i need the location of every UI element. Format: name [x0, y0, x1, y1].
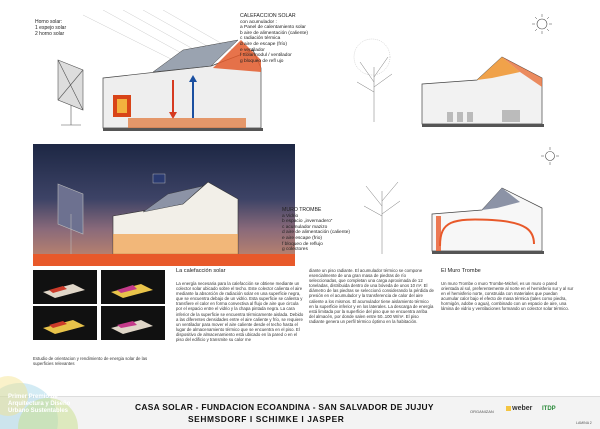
trombe-exterior-illustration: [33, 144, 295, 266]
solar-panel-icon: [153, 174, 165, 183]
organizer-label: ORGANIZAN: [470, 409, 494, 414]
solar-heating-text-col2: diante un piso radiante. El acumulador térmico se compone esencialmente de una gran masa de piedras de río seleccionadas, que completan una carga aproximada de 12 toneladas, distribuida dentro de una bóveda de unos 10 m². El diámetro de las piedras se seleccionó considerando la pérdida de presión en el acumulador y la transferencia de calor del aire caliente a los mismos. El acumulador tiene aislamiento térmico en la superficie inferior y en los laterales. La descarga de energía está limitada por la superficie del piso que se encuentra arriba del almacén, por donde salen entre 50..100 W/m². El piso radiante genera un perfil térmico óptimo en la habitación.: [309, 268, 434, 324]
sun-icon: [532, 14, 552, 34]
itdp-logo: ITDP: [542, 406, 556, 412]
footer-authors: SEHMSDORF I SCHIMKE I JASPER: [188, 414, 345, 424]
trombe-section-illustration: [352, 146, 577, 261]
diagram-section-day: [352, 12, 577, 132]
solar-heating-heading: La calefacción solar: [176, 268, 226, 274]
orientation-study-grid: [33, 270, 165, 340]
trombe-legend: MURO TROMBE a Vidrio b espacio „invernadero“ c acumulador mazizo d aire de alimentación (caliente) e aire escape (frio) f bloqueo de reflujo g colectores: [282, 207, 350, 253]
footer-title: CASA SOLAR - FUNDACION ECOANDINA - SAN SALVADOR DE JUJUY: [135, 402, 434, 412]
orientation-study-images: [33, 270, 165, 340]
trombe-text: Un muro Trombe o muro Trombe-Michel, es un muro o pared orientada al sol, preferentemente al norte en el hemisferio sur y al sur en el hemisferio norte, construida con materiales que puedan acumular calor bajo el efecto de masa térmica (tales como piedra, hormigón, adobe o agua), combinado con un espacio de aire, una lámina de vidrio y ventilaciones formando un colector solar térmico.: [441, 281, 574, 312]
diagram-trombe-section: [352, 146, 577, 261]
trombe-heading: El Muro Trombe: [441, 268, 481, 274]
weber-logo-mark: [506, 406, 511, 411]
solar-oven-label: Horno solar: 1 espejo solar 2 horno solar: [35, 19, 67, 37]
tree-icon: [364, 182, 400, 254]
sheet-number: LAMINA 2: [576, 421, 592, 425]
award-badge: [0, 376, 110, 429]
section-day-illustration: [352, 12, 577, 132]
solar-heating-legend: CALEFACCION SOLAR con acumulador : a Panel de calentamiento solar b aire de alimentación (caliente) c radiación térmica d aire de escape (frío) e ventilador f Solarmodul / ventilador g bloqueo de refl ujo: [240, 13, 308, 64]
award-text: Primer Premio de Arquitectura y Diseño Urbano Sustentables: [8, 394, 71, 414]
tree-icon: [354, 39, 392, 122]
orientation-study-caption: Estudio de orientacion y rendimiento de energia solar de las superficies relevantes: [33, 356, 148, 367]
weber-logo: weber: [506, 405, 532, 412]
sun-icon: [541, 147, 559, 165]
solar-heating-text-col1: La energía necesaria para la calefacción se obtiene mediante un colector solar ubicado sobre el techo. Este colector calienta el aire mediante la absorción de radiación solar en una superficie negra, que se encuentra debajo de un vidrio. Esta superficie se calienta y transfiere el calor en forma convectiva al flujo de aire que circula por el espacio entre el vidrio y la chapa pintada negra. La cara inferior de la superficie se encuentra térmicamente aislada. Debido a las diferentes densidades entre el aire caliente y frío, se requiere un ventilador para mover el aire caliente desde el techo hasta el lugar de almacenamiento térmico que se encuentra en el piso. El dispositivo de almacenamiento está ubicado en la pared o en el piso del edificio y transmite su calor me: [176, 281, 304, 343]
diagram-trombe-exterior: [33, 144, 295, 266]
